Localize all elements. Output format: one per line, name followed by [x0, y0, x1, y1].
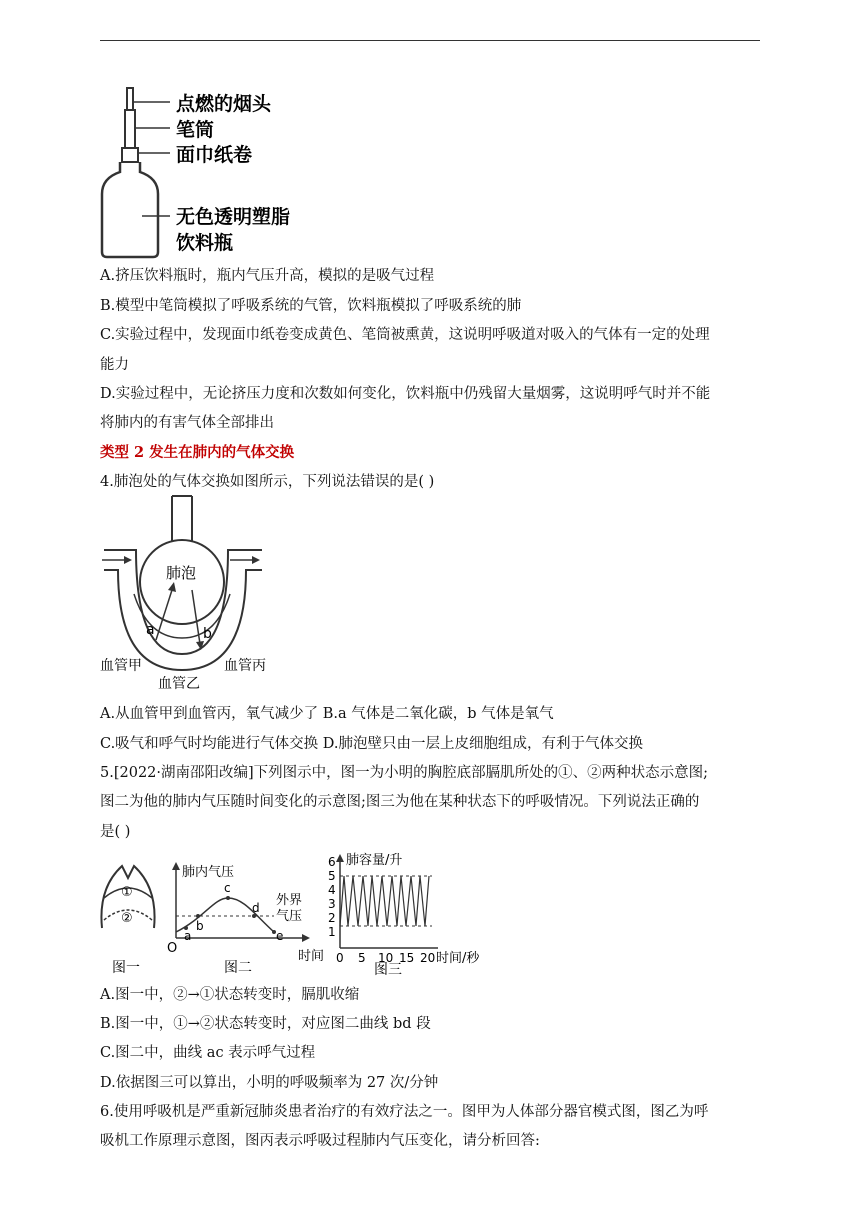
- vessel-bing-label: 血管丙: [224, 658, 266, 674]
- q5-stem-3: 是( ): [100, 824, 131, 840]
- fig1-diaphragm: [96, 858, 160, 974]
- q3-option-d: D.实验过程中，无论挤压力度和次数如何变化，饮料瓶中仍残留大量烟雾，这说明呼气时并不能: [100, 386, 711, 402]
- fig2-point-d: d: [252, 901, 260, 915]
- label-tissue-roll: 面巾纸卷: [176, 144, 253, 166]
- bottle-model-figure: [96, 82, 296, 262]
- q5-option-a: A.图一中，②→①状态转变时，膈肌收缩: [100, 987, 360, 1003]
- fig3-ytick: 5: [328, 869, 336, 883]
- q3-option-d-cont: 将肺内的有害气体全部排出: [100, 415, 274, 431]
- fig1-state-2: ②: [121, 911, 133, 926]
- fig2-point-c: c: [224, 881, 231, 895]
- alveolus-label: 肺泡: [166, 564, 197, 582]
- fig3-ytick: 2: [328, 911, 336, 925]
- q5-option-d: D.依据图三可以算出，小明的呼吸频率为 27 次/分钟: [100, 1075, 439, 1091]
- q5-stem-2: 图二为他的肺内气压随时间变化的示意图;图三为他在某种状态下的呼吸情况。下列说法正确的: [100, 794, 700, 810]
- gas-a-label: a: [146, 622, 155, 638]
- fig3-lung-volume-chart: [326, 853, 486, 978]
- fig3-xtick: 10: [378, 951, 394, 965]
- vessel-yi-label: 血管乙: [158, 676, 200, 692]
- fig2-point-b: b: [196, 919, 204, 933]
- fig1-caption: 图一: [112, 960, 140, 976]
- section-title: 类型 2 发生在肺内的气体交换: [100, 444, 295, 461]
- fig2-origin: O: [167, 941, 178, 956]
- q5-option-c: C.图二中，曲线 ac 表示呼气过程: [100, 1045, 316, 1061]
- fig3-xlabel: 时间/秒: [436, 951, 480, 966]
- label-plastic: 无色透明塑脂: [176, 206, 291, 228]
- q5-option-b: B.图一中，①→②状态转变时，对应图二曲线 bd 段: [100, 1016, 431, 1032]
- q3-option-a: A.挤压饮料瓶时，瓶内气压升高，模拟的是吸气过程: [100, 268, 435, 284]
- fig3-ytick: 6: [328, 855, 336, 869]
- fig2-point-e: e: [276, 929, 284, 943]
- fig3-xtick: 15: [399, 951, 415, 965]
- fig3-caption: 图三: [374, 962, 402, 978]
- fig1-state-1: ①: [121, 885, 133, 900]
- alveolus-figure: [96, 494, 296, 694]
- vessel-jia-label: 血管甲: [100, 658, 142, 674]
- fig3-ytick: 1: [328, 925, 336, 939]
- label-cigarette: 点燃的烟头: [176, 93, 272, 115]
- fig3-xtick: 5: [358, 951, 366, 965]
- fig3-xtick: 0: [336, 951, 344, 965]
- gas-b-label: b: [203, 626, 212, 642]
- q4-options-ab: A.从血管甲到血管丙，氧气减少了 B.a 气体是二氧化碳，b 气体是氧气: [100, 706, 554, 722]
- q3-option-b: B.模型中笔筒模拟了呼吸系统的气管，饮料瓶模拟了呼吸系统的肺: [100, 298, 522, 314]
- fig3-ytick: 4: [328, 883, 336, 897]
- q5-stem-1: 5.[2022·湖南邵阳改编]下列图示中，图一为小明的胸腔底部膈肌所处的①、②两种状态示意图;: [100, 765, 709, 781]
- label-bottle: 饮料瓶: [176, 232, 234, 254]
- fig3-xtick: 20: [420, 951, 436, 965]
- fig2-xlabel: 时间: [298, 949, 325, 964]
- fig2-point-a: a: [184, 929, 192, 943]
- q3-option-c: C.实验过程中，发现面巾纸卷变成黄色、笔筒被熏黄，这说明呼吸道对吸入的气体有一定的处理: [100, 327, 710, 343]
- fig2-ylabel: 肺内气压: [182, 865, 235, 880]
- fig3-ylabel: 肺容量/升: [346, 853, 403, 868]
- header-rule: [100, 40, 760, 41]
- fig2-external-2: 气压: [276, 909, 303, 924]
- q6-line-1: 6.使用呼吸机是严重新冠肺炎患者治疗的有效疗法之一。图甲为人体部分器官模式图，图乙为呼: [100, 1104, 709, 1120]
- q6-line-2: 吸机工作原理示意图，图丙表示呼吸过程肺内气压变化，请分析回答:: [100, 1133, 540, 1149]
- fig2-external-1: 外界: [276, 893, 303, 908]
- fig2-caption: 图二: [224, 960, 252, 976]
- q4-options-cd: C.吸气和呼气时均能进行气体交换 D.肺泡壁只由一层上皮细胞组成，有利于气体交换: [100, 736, 644, 752]
- fig3-y-ticks: [328, 855, 336, 939]
- fig2-pressure-chart: [164, 858, 334, 974]
- q4-stem: 4.肺泡处的气体交换如图所示，下列说法错误的是( ): [100, 474, 435, 490]
- label-pen-tube: 笔筒: [176, 119, 215, 141]
- fig3-ytick: 3: [328, 897, 336, 911]
- q3-option-c-cont: 能力: [100, 357, 129, 373]
